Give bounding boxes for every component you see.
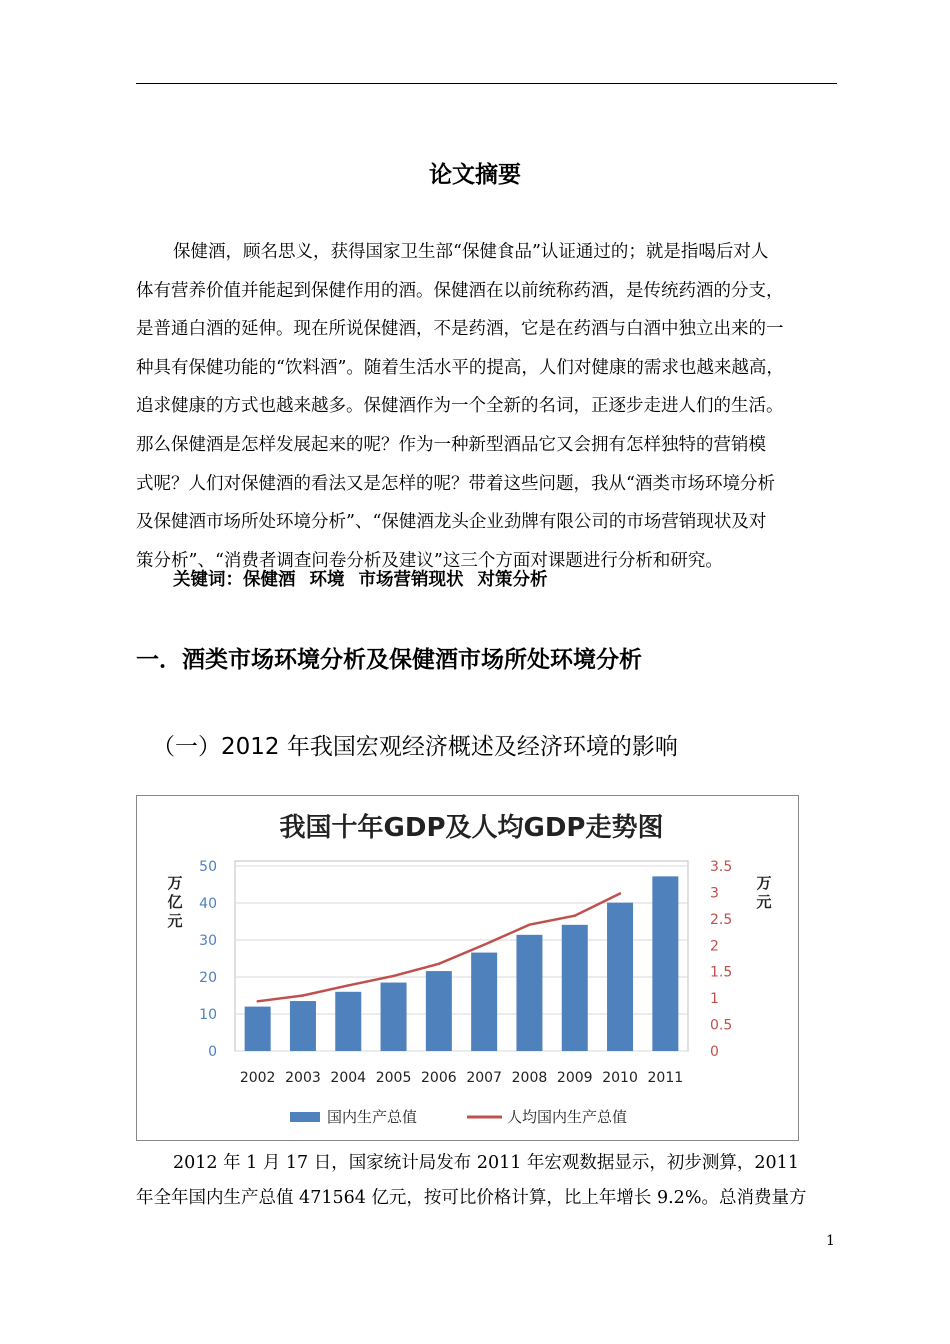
right-tick-label: 3.5 xyxy=(710,859,733,875)
abstract-line: 是普通白酒的延伸。现在所说保健酒，不是药酒，它是在药酒与白酒中独立出来的一 xyxy=(136,319,784,340)
x-tick-label: 2010 xyxy=(602,1070,638,1086)
gdp-bar xyxy=(290,1001,316,1051)
per-capita-point xyxy=(347,984,349,986)
abstract-line: 体有营养价值并能起到保健作用的酒。保健酒在以前统称药酒，是传统药酒的分支， xyxy=(136,280,784,301)
gdp-bar xyxy=(516,935,542,1051)
keyword: 市场营销现状 xyxy=(358,570,464,590)
gdp-bar xyxy=(562,925,588,1051)
left-tick-label: 40 xyxy=(199,896,217,912)
abstract-line: 策分析”、“消费者调查问卷分析及建议”这三个方面对课题进行分析和研究。 xyxy=(136,550,723,571)
left-tick-label: 0 xyxy=(208,1044,217,1060)
right-tick-label: 0.5 xyxy=(710,1017,733,1034)
right-tick-label: 3 xyxy=(710,885,719,902)
x-tick-label: 2007 xyxy=(466,1070,502,1086)
chart-title: 我国十年GDP及人均GDP走势图 xyxy=(279,813,664,843)
right-tick-label: 2 xyxy=(710,938,719,955)
right-tick-label: 1.5 xyxy=(710,964,733,981)
x-tick-label: 2005 xyxy=(375,1070,412,1086)
gdp-bar xyxy=(245,1007,271,1051)
per-capita-point xyxy=(619,892,621,894)
keyword: 环境 xyxy=(309,570,345,590)
abstract-line: 那么保健酒是怎样发展起来的呢？作为一种新型酒品它又会拥有怎样独特的营销模 xyxy=(136,434,766,455)
abstract-line: 式呢？人们对保健酒的看法又是怎样的呢？带着这些问题，我从“酒类市场环境分析 xyxy=(136,473,775,494)
right-tick-label: 2.5 xyxy=(710,911,733,928)
abstract-line: 追求健康的方式也越来越多。保健酒作为一个全新的名词，正逐步走进人们的生活。 xyxy=(136,396,784,417)
left-tick-label: 50 xyxy=(199,859,217,875)
abstract-line: 种具有保健功能的“饮料酒”。随着生活水平的提高，人们对健康的需求也越来越高， xyxy=(136,357,784,378)
right-tick-label: 1 xyxy=(710,991,719,1008)
keywords-line xyxy=(173,566,562,591)
x-tick-label: 2003 xyxy=(285,1070,321,1086)
body-line: 2012 年 1 月 17 日，国家统计局发布 2011 年宏观数据显示，初步测算，2011 xyxy=(173,1153,799,1173)
page-number: 1 xyxy=(826,1233,835,1249)
x-tick-label: 2008 xyxy=(511,1070,548,1086)
legend-label: 国内生产总值 xyxy=(327,1108,418,1126)
x-tick-label: 2004 xyxy=(330,1070,367,1086)
per-capita-point xyxy=(483,944,485,946)
legend-swatch-bar xyxy=(290,1112,320,1122)
left-tick-label: 20 xyxy=(199,970,217,986)
left-tick-label: 10 xyxy=(199,1007,217,1023)
subsection-heading: （一）2012 年我国宏观经济概述及经济环境的影响 xyxy=(152,734,678,760)
keyword: 对策分析 xyxy=(477,570,548,590)
per-capita-point xyxy=(302,994,304,996)
x-tick-label: 2009 xyxy=(556,1070,593,1086)
gdp-bar xyxy=(471,953,497,1051)
gdp-bar xyxy=(335,992,361,1051)
abstract-line: 保健酒，顾名思义，获得国家卫生部“保健食品”认证通过的；就是指喝后对人 xyxy=(173,242,769,262)
body-line: 年全年国内生产总值 471564 亿元，按可比价格计算，比上年增长 9.2%。总消费量方 xyxy=(136,1188,807,1208)
per-capita-point xyxy=(256,1000,258,1002)
per-capita-point xyxy=(528,923,530,925)
per-capita-point xyxy=(438,963,440,965)
abstract-paragraph xyxy=(136,233,841,580)
x-tick-label: 2002 xyxy=(239,1070,276,1086)
left-axis-label: 万亿元 xyxy=(167,874,183,930)
gdp-bar xyxy=(607,903,633,1051)
abstract-line: 及保健酒市场所处环境分析”、“保健酒龙头企业劲牌有限公司的市场营销现状及对 xyxy=(136,512,767,533)
gdp-bar xyxy=(381,983,407,1051)
right-tick-label: 0 xyxy=(710,1044,719,1060)
x-tick-label: 2006 xyxy=(421,1070,457,1086)
keyword: 保健酒 xyxy=(243,570,296,590)
per-capita-point xyxy=(574,914,576,916)
header-rule xyxy=(136,83,837,84)
gdp-bar xyxy=(426,971,452,1051)
keywords-label: 关键词： xyxy=(173,570,243,590)
x-tick-label: 2011 xyxy=(647,1070,684,1086)
legend-label: 人均国内生产总值 xyxy=(507,1108,628,1126)
gdp-bar xyxy=(652,876,678,1051)
abstract-title: 论文摘要 xyxy=(429,162,521,188)
per-capita-point xyxy=(392,975,394,977)
section-heading: 一．酒类市场环境分析及保健酒市场所处环境分析 xyxy=(136,647,642,673)
body-paragraph xyxy=(136,1146,841,1216)
gdp-chart xyxy=(136,795,799,1141)
left-tick-label: 30 xyxy=(199,933,217,949)
right-axis-label: 万元 xyxy=(756,874,772,911)
gdp-chart-svg xyxy=(137,796,798,1140)
